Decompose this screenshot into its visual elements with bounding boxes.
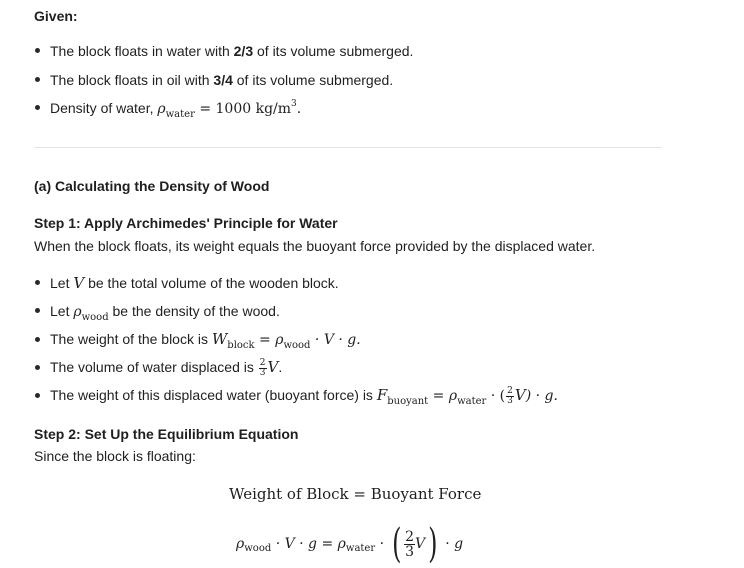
given-heading: Given: (34, 8, 78, 24)
volume-var: V (73, 274, 85, 292)
fraction-numerator: 2 (405, 528, 415, 545)
step2-heading: Step 2: Set Up the Equilibrium Equation (34, 426, 299, 442)
step1-item-2-text: Let (50, 303, 74, 319)
rho-symbol: ρ (157, 101, 166, 117)
force-var: F (376, 386, 388, 404)
equation-rest: · g (440, 536, 464, 552)
step1-item-5-text: The weight of this displaced water (buoyant force) is (50, 387, 377, 403)
volume-var: V (267, 358, 279, 376)
given-item-1-bold: 2/3 (233, 43, 254, 59)
left-paren: ( (391, 521, 401, 567)
equation-middle: · V · g = (271, 536, 338, 552)
volume-var: V (415, 536, 426, 552)
rho-subscript: wood (244, 542, 272, 554)
fraction (506, 387, 514, 406)
step1-item-1-text-end: be the total volume of the wooden block. (84, 275, 339, 291)
step1-item-4-text: The volume of water displaced is (50, 359, 258, 375)
weight-var: W (211, 330, 228, 348)
bullet-dot (35, 308, 40, 313)
dot-operator: · (375, 536, 389, 552)
rho-symbol: ρ (73, 304, 82, 320)
force-subscript: buoyant (387, 396, 429, 407)
right-paren: ) (428, 521, 438, 567)
given-item-2-text: The block floats in oil with (50, 72, 214, 88)
step1-item-1 (50, 274, 339, 292)
section-divider (34, 147, 662, 148)
rho-symbol: ρ (236, 536, 245, 552)
rho-symbol: ρ (448, 388, 458, 404)
density-value: = 1000 kg/m (194, 101, 292, 117)
fraction-denominator: 3 (259, 367, 266, 378)
bullet-dot (35, 393, 40, 398)
given-item-2-text-end: of its volume submerged. (232, 72, 394, 88)
rho-subscript: water (165, 109, 195, 120)
step1-item-2 (50, 302, 280, 323)
step1-heading: Step 1: Apply Archimedes' Principle for Water (34, 215, 338, 231)
equation-rest: · V · g. (310, 332, 361, 348)
equals: = (428, 388, 449, 404)
rho-symbol: ρ (275, 332, 284, 348)
bullet-dot (35, 105, 40, 110)
step2-intro: Since the block is floating: (34, 448, 196, 464)
fraction (259, 359, 267, 378)
fraction-denominator: 3 (405, 543, 415, 560)
equals: = (254, 332, 276, 348)
step1-item-4 (50, 358, 282, 378)
given-item-2 (50, 71, 393, 89)
step1-item-2-text-end: be the density of the wood. (108, 303, 280, 319)
bullet-dot (35, 280, 40, 285)
step1-intro: When the block floats, its weight equals the buoyant force provided by the displaced water. (34, 238, 596, 254)
equilibrium-equation (236, 522, 463, 566)
rho-subscript: wood (81, 312, 109, 323)
equation-rest: ) · g. (525, 388, 558, 404)
rho-symbol: ρ (337, 536, 346, 552)
step1-item-5 (50, 386, 558, 407)
fraction-numerator: 2 (259, 357, 266, 368)
part-a-heading: (a) Calculating the Density of Wood (34, 178, 270, 194)
period: . (296, 101, 302, 117)
bullet-dot (35, 48, 40, 53)
rho-subscript: water (345, 542, 376, 554)
period: . (278, 359, 283, 375)
dot-paren: · ( (486, 388, 506, 404)
equation-words: Weight of Block = Buoyant Force (229, 485, 482, 503)
given-item-3 (50, 99, 301, 120)
given-item-3-text: Density of water, (50, 100, 158, 116)
step1-item-3 (50, 330, 361, 351)
volume-var: V (514, 386, 526, 404)
rho-subscript: water (457, 396, 487, 407)
given-item-2-bold: 3/4 (213, 72, 233, 88)
rho-subscript: wood (283, 340, 311, 351)
bullet-dot (35, 77, 40, 82)
bullet-dot (35, 337, 40, 342)
bullet-dot (35, 365, 40, 370)
given-item-1-text-end: of its volume submerged. (253, 43, 414, 59)
fraction-numerator: 2 (507, 385, 513, 396)
weight-subscript: block (227, 340, 255, 351)
exponent: 3 (291, 99, 297, 109)
step1-item-1-text: Let (50, 275, 74, 291)
fraction-denominator: 3 (507, 395, 513, 406)
fraction (404, 530, 415, 559)
given-item-1-text: The block floats in water with (50, 43, 234, 59)
given-item-1 (50, 42, 413, 60)
step1-item-3-text: The weight of the block is (50, 331, 212, 347)
